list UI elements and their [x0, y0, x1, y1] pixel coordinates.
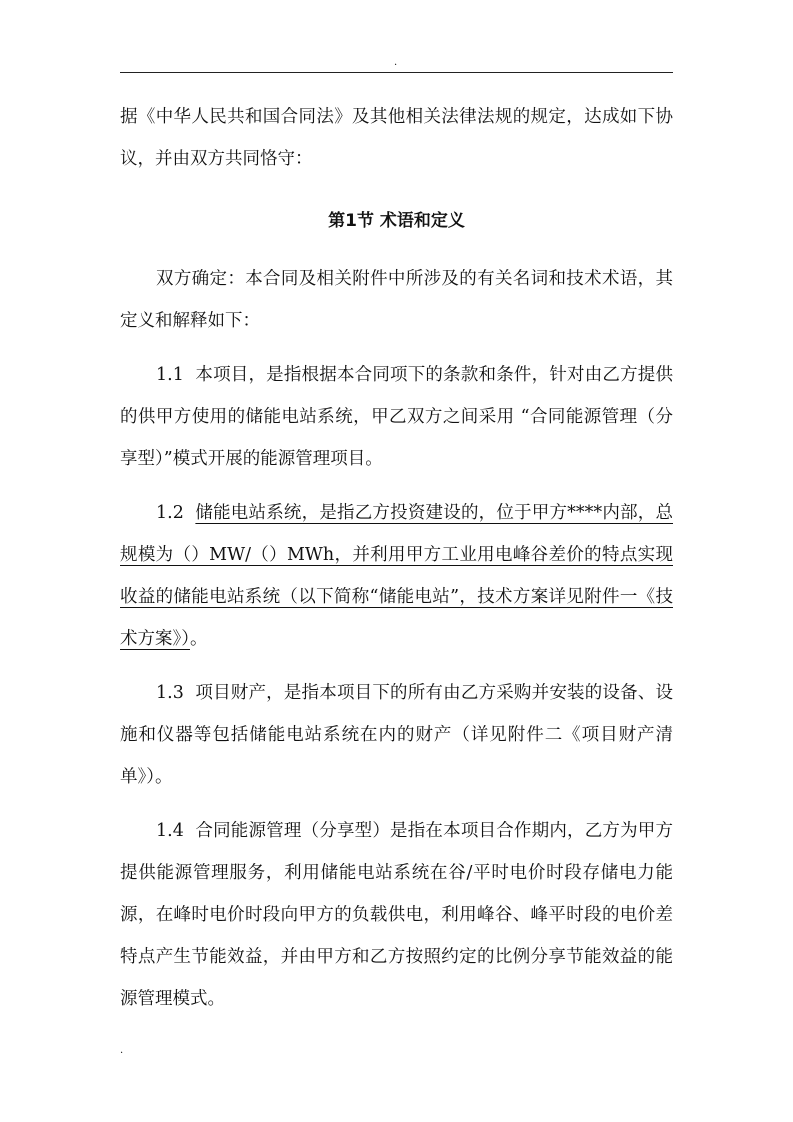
footer-mark: .: [120, 1045, 124, 1056]
clause-number: 1.3: [156, 683, 184, 703]
clause-1-1: [120, 354, 673, 480]
clause-text-tail: 。: [190, 629, 208, 649]
clause-text: 本项目，是指根据本合同项下的条款和条件，针对由乙方提供的供甲方使用的储能电站系统，甲乙双方之间采用 “合同能源管理（分享型）”模式开展的能源管理项目。: [120, 365, 673, 469]
clause-number: 1.1: [156, 365, 184, 385]
clause-number: 1.4: [156, 821, 184, 841]
clause-1-4: [120, 810, 673, 1020]
document-body: [120, 96, 673, 1020]
clause-1-3: [120, 672, 673, 798]
clause-number: 1.2: [156, 503, 184, 523]
clause-1-2: [120, 492, 673, 660]
header-mark: .: [394, 57, 398, 68]
intro-paragraph: 据《中华人民共和国合同法》及其他相关法律法规的规定，达成如下协议，并由双方共同恪守：: [120, 107, 673, 169]
header-rule: [120, 72, 673, 73]
section-title: 第1节 术语和定义: [328, 211, 465, 231]
clause-text: 合同能源管理（分享型）是指在本项目合作期内，乙方为甲方提供能源管理服务，利用储能电站系统在谷/平时电价时段存储电力能源，在峰时电价时段向甲方的负载供电，利用峰谷、峰平时段的电价差特点产生节能效益，并由甲方和乙方按照约定的比例分享节能效益的能源管理模式。: [120, 821, 673, 1009]
clause-text: 项目财产，是指本项目下的所有由乙方采购并安装的设备、设施和仪器等包括储能电站系统在内的财产（详见附件二《项目财产清单》）。: [120, 683, 673, 787]
section-lead-paragraph: 双方确定：本合同及相关附件中所涉及的有关名词和技术术语，其定义和解释如下：: [120, 269, 673, 331]
clause-text-underlined: 储能电站系统，是指乙方投资建设的，位于甲方****内部，总规模为（）MW/（）MWh，并利用甲方工业用电峰谷差价的特点实现收益的储能电站系统（以下简称“储能电站”，技术方案详见附件一《技术方案》）: [120, 503, 673, 649]
